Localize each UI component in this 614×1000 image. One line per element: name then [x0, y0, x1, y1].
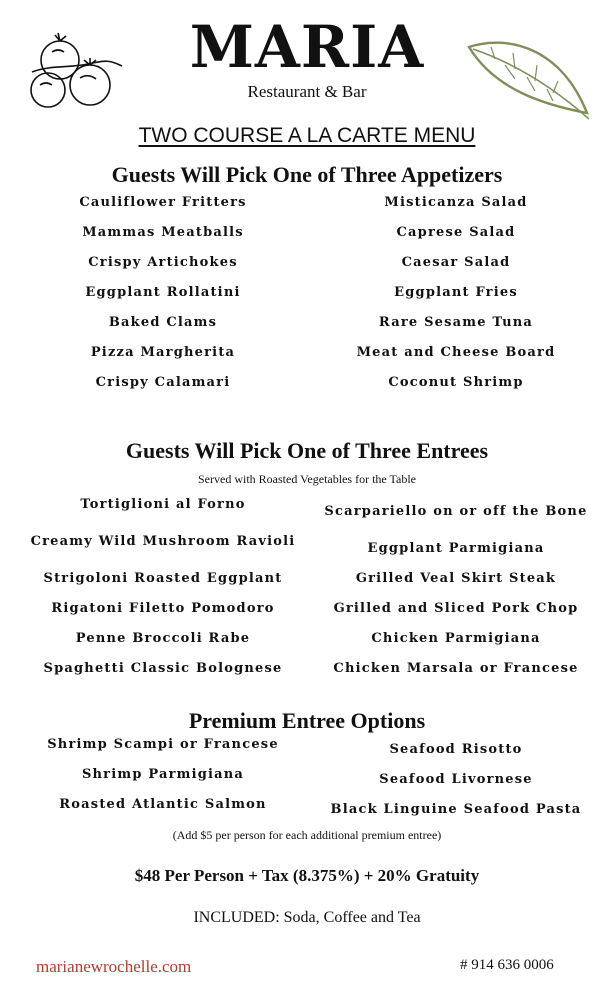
menu-item: Caesar Salad [401, 255, 511, 270]
premium-title: Premium Entree Options [188, 708, 426, 733]
menu-item: Rare Sesame Tuna [378, 315, 534, 330]
menu-item: Grilled Veal Skirt Steak [355, 571, 557, 586]
menu-title: TWO COURSE A LA CARTE MENU [138, 124, 476, 147]
appetizers-title: Guests Will Pick One of Three Appetizers [111, 162, 503, 187]
header [0, 0, 614, 120]
menu-item: Tortiglioni al Forno [80, 497, 246, 512]
menu-item: Eggplant Fries [394, 285, 518, 300]
included-line: INCLUDED: Soda, Coffee and Tea [193, 909, 421, 926]
premium-note: (Add $5 per person for each additional premium entree) [172, 828, 442, 842]
restaurant-tagline: Restaurant & Bar [247, 82, 367, 101]
menu-item: Crispy Calamari [95, 375, 231, 390]
menu-item: Roasted Atlantic Salmon [59, 797, 267, 812]
entrees-note: Served with Roasted Vegetables for the Table [198, 472, 416, 486]
menu-item: Spaghetti Classic Bolognese [43, 661, 283, 676]
menu-item: Coconut Shrimp [388, 375, 524, 390]
menu-item: Eggplant Parmigiana [367, 541, 545, 556]
menu-item: Pizza Margherita [90, 345, 236, 360]
menu-item: Baked Clams [108, 315, 218, 330]
price-line: $48 Per Person + Tax (8.375%) + 20% Gratuity [134, 866, 480, 885]
entrees-left-column [28, 490, 298, 684]
menu-item: Shrimp Parmigiana [81, 767, 245, 782]
menu-item: Rigatoni Filetto Pomodoro [51, 601, 275, 616]
appetizers-right-column [320, 188, 592, 398]
menu-item: Chicken Marsala or Francese [333, 661, 579, 676]
menu-item: Chicken Parmigiana [371, 631, 541, 646]
menu-item: Penne Broccoli Rabe [75, 631, 251, 646]
menu-item: Strigoloni Roasted Eggplant [43, 571, 283, 586]
menu-item: Seafood Risotto [389, 742, 523, 757]
basil-leaf-icon [465, 35, 593, 125]
menu-item: Mammas Meatballs [82, 225, 244, 240]
menu-item: Crispy Artichokes [88, 255, 238, 270]
entrees-right-column [320, 490, 592, 684]
restaurant-name: MARIA [189, 13, 425, 81]
menu-item: Caprese Salad [396, 225, 516, 240]
menu-item: Scarpariello on or off the Bone [324, 504, 588, 519]
menu-item: Meat and Cheese Board [356, 345, 556, 360]
menu-item: Seafood Livornese [379, 772, 533, 787]
premium-right-column [320, 735, 592, 825]
menu-item: Misticanza Salad [384, 195, 528, 210]
menu-item: Black Linguine Seafood Pasta [330, 802, 582, 817]
menu-item: Cauliflower Fritters [79, 195, 247, 210]
premium-left-column [28, 730, 298, 820]
menu-item: Creamy Wild Mushroom Ravioli [30, 534, 296, 549]
website-link[interactable]: marianewrochelle.com [36, 957, 192, 976]
phone-number: # 914 636 0006 [460, 957, 554, 973]
menu-item: Shrimp Scampi or Francese [47, 737, 279, 752]
menu-item: Eggplant Rollatini [85, 285, 241, 300]
entrees-title: Guests Will Pick One of Three Entrees [125, 438, 489, 463]
menu-item: Grilled and Sliced Pork Chop [333, 601, 579, 616]
appetizers-left-column [28, 188, 298, 398]
